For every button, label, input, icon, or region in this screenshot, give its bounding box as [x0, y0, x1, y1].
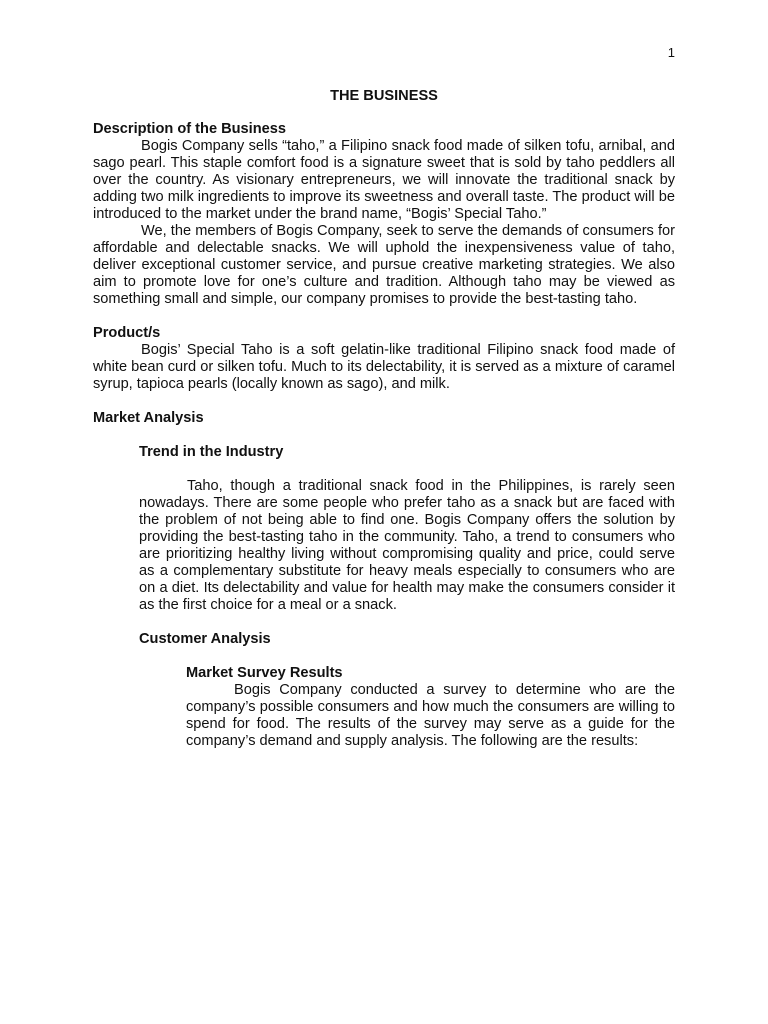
product-paragraph: Bogis’ Special Taho is a soft gelatin-like traditional Filipino snack food made of white bean curd or silken tofu. Much to its delectability, it is served as a mixture of caramel syrup, tapioca pearls (locally known as sago), and milk. [93, 342, 675, 392]
spacer [93, 427, 675, 444]
spacer [93, 393, 675, 410]
product-heading: Product/s [93, 325, 161, 341]
market-analysis-heading: Market Analysis [93, 410, 204, 426]
trend-paragraph: Taho, though a traditional snack food in the Philippines, is rarely seen nowadays. There are some people who prefer taho as a snack but are faced with the problem of not being able to find one. Bogis Company offers the solution by providing the best-tasting taho in the community. Taho, a trend to consumers who are prioritizing healthy living without compromising quality and price, could serve as a complementary substitute for heavy meals especially to consumers who are on a diet. Its delectability and value for health may make the consumers consider it as the first choice for a meal or a snack. [139, 478, 675, 613]
spacer [93, 308, 675, 325]
description-paragraph-2: We, the members of Bogis Company, seek to serve the demands of consumers for affordable and delectable snacks. We will uphold the inexpensiveness value of taho, deliver exceptional customer service, and pursue creative marketing strategies. We also aim to promote love for one’s culture and tradition. Although taho may be viewed as something small and simple, our company promises to provide the best-tasting taho. [93, 223, 675, 307]
document-title: THE BUSINESS [330, 88, 438, 104]
customer-analysis-heading: Customer Analysis [139, 631, 271, 647]
spacer [139, 648, 675, 665]
trend-section [139, 444, 675, 665]
description-heading: Description of the Business [93, 121, 286, 137]
spacer [139, 614, 675, 631]
page-number: 1 [667, 45, 675, 60]
document-body [93, 121, 675, 750]
survey-section [186, 665, 675, 750]
description-paragraph-1: Bogis Company sells “taho,” a Filipino snack food made of silken tofu, arnibal, and sago pearl. This staple comfort food is a signature sweet that is sold by taho peddlers all over the country. As visionary entrepreneurs, we will innovate the traditional snack by adding two milk ingredients to improve its sweetness and overall taste. The product will be introduced to the market under the brand name, “Bogis’ Special Taho.” [93, 138, 675, 222]
trend-heading: Trend in the Industry [139, 444, 284, 460]
survey-paragraph: Bogis Company conducted a survey to determine who are the company’s possible consumers and how much the consumers are willing to spend for food. The results of the survey may serve as a guide for the company’s demand and supply analysis. The following are the results: [186, 682, 675, 749]
survey-heading: Market Survey Results [186, 665, 343, 681]
spacer [139, 461, 675, 478]
